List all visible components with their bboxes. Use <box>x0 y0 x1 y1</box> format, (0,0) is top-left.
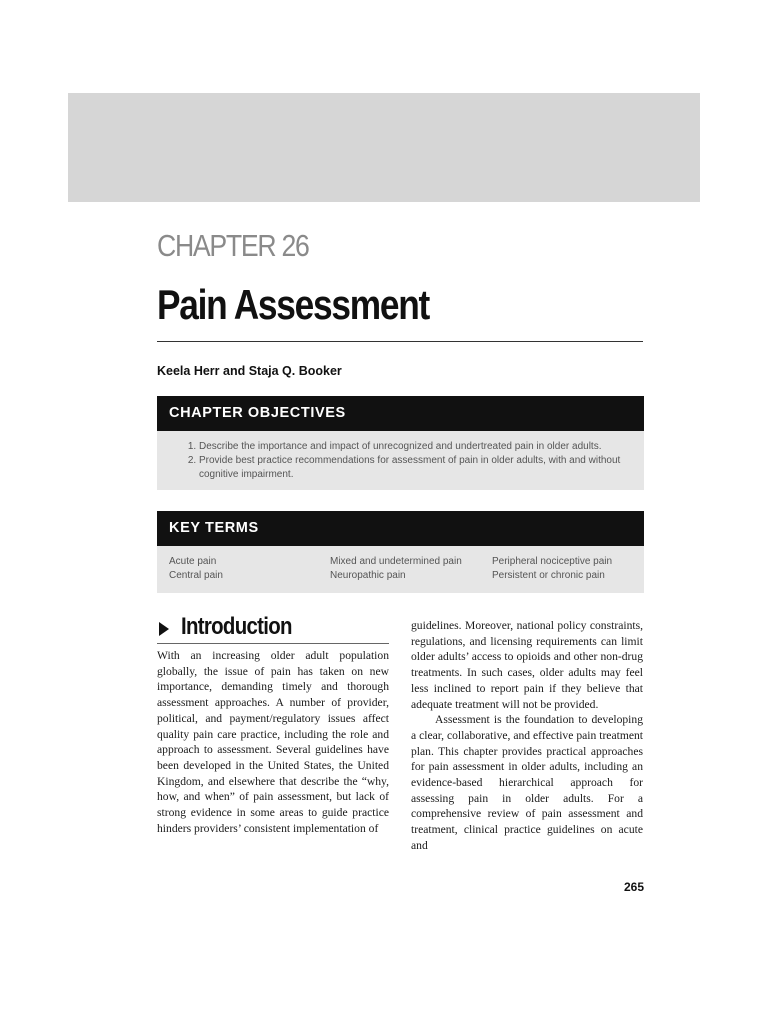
section-heading-text: Introduction <box>181 613 292 640</box>
title-divider <box>157 341 643 342</box>
key-term: Persistent or chronic pain <box>492 570 605 581</box>
header-band <box>68 93 700 202</box>
body-paragraph: Assessment is the foundation to developing a clear, collaborative, and effective pain treatment plan. This chapter provides practical approaches for pain assessment in older adults, including an evidence-based hierarchical approach for assessing pain in older adults. For a comprehensive review of pain assessment and treatment, clinical practice guidelines on acute and <box>411 713 643 852</box>
body-column-right <box>411 618 643 854</box>
key-term: Central pain <box>169 570 223 581</box>
body-column-left <box>157 648 389 836</box>
key-terms-column <box>492 555 652 583</box>
triangle-right-icon <box>159 622 169 636</box>
key-terms-heading: KEY TERMS <box>157 511 644 546</box>
chapter-authors: Keela Herr and Staja Q. Booker <box>157 364 342 378</box>
key-term: Mixed and undetermined pain <box>330 556 462 567</box>
section-divider <box>157 643 389 644</box>
objectives-list <box>183 440 632 482</box>
key-terms-box <box>157 511 644 593</box>
chapter-objectives-box <box>157 396 644 490</box>
body-paragraph: guidelines. Moreover, national policy constraints, regulations, and licensing requirements can limit older adults’ access to opioids and other non-drug treatments. In such cases, older adults may feel less inclined to report pain if they believe that adequate treatment will not be provided. <box>411 619 643 711</box>
page-number: 265 <box>623 880 644 894</box>
chapter-title: Pain Assessment <box>157 281 429 328</box>
body-paragraph: With an increasing older adult population globally, the issue of pain has taken on new importance, demanding timely and thorough assessment approaches. A number of provider, political, and payment/regulatory issues affect quality pain care practice, including the role and approach to assessment. Several guidelines have been developed in the United States, the United Kingdom, and elsewhere that describe the “why, how, and when” of pain assessment, but lack of strong evidence in some areas to guide practice hinders providers’ consistent implementation of <box>157 649 389 835</box>
objective-item: 1. Describe the importance and impact of unrecognized and undertreated pain in older adults. <box>199 440 632 454</box>
chapter-number: CHAPTER 26 <box>157 228 309 263</box>
key-terms-column <box>169 555 329 583</box>
key-term: Acute pain <box>169 556 217 567</box>
key-term: Neuropathic pain <box>330 570 406 581</box>
chapter-objectives-body <box>157 431 644 490</box>
objective-item: 2. Provide best practice recommendations for assessment of pain in older adults, with and without cognitive impairment. <box>199 454 632 482</box>
chapter-objectives-heading: CHAPTER OBJECTIVES <box>157 396 644 431</box>
key-term: Peripheral nociceptive pain <box>492 556 613 567</box>
key-terms-column <box>330 555 490 583</box>
key-terms-body <box>157 546 644 593</box>
